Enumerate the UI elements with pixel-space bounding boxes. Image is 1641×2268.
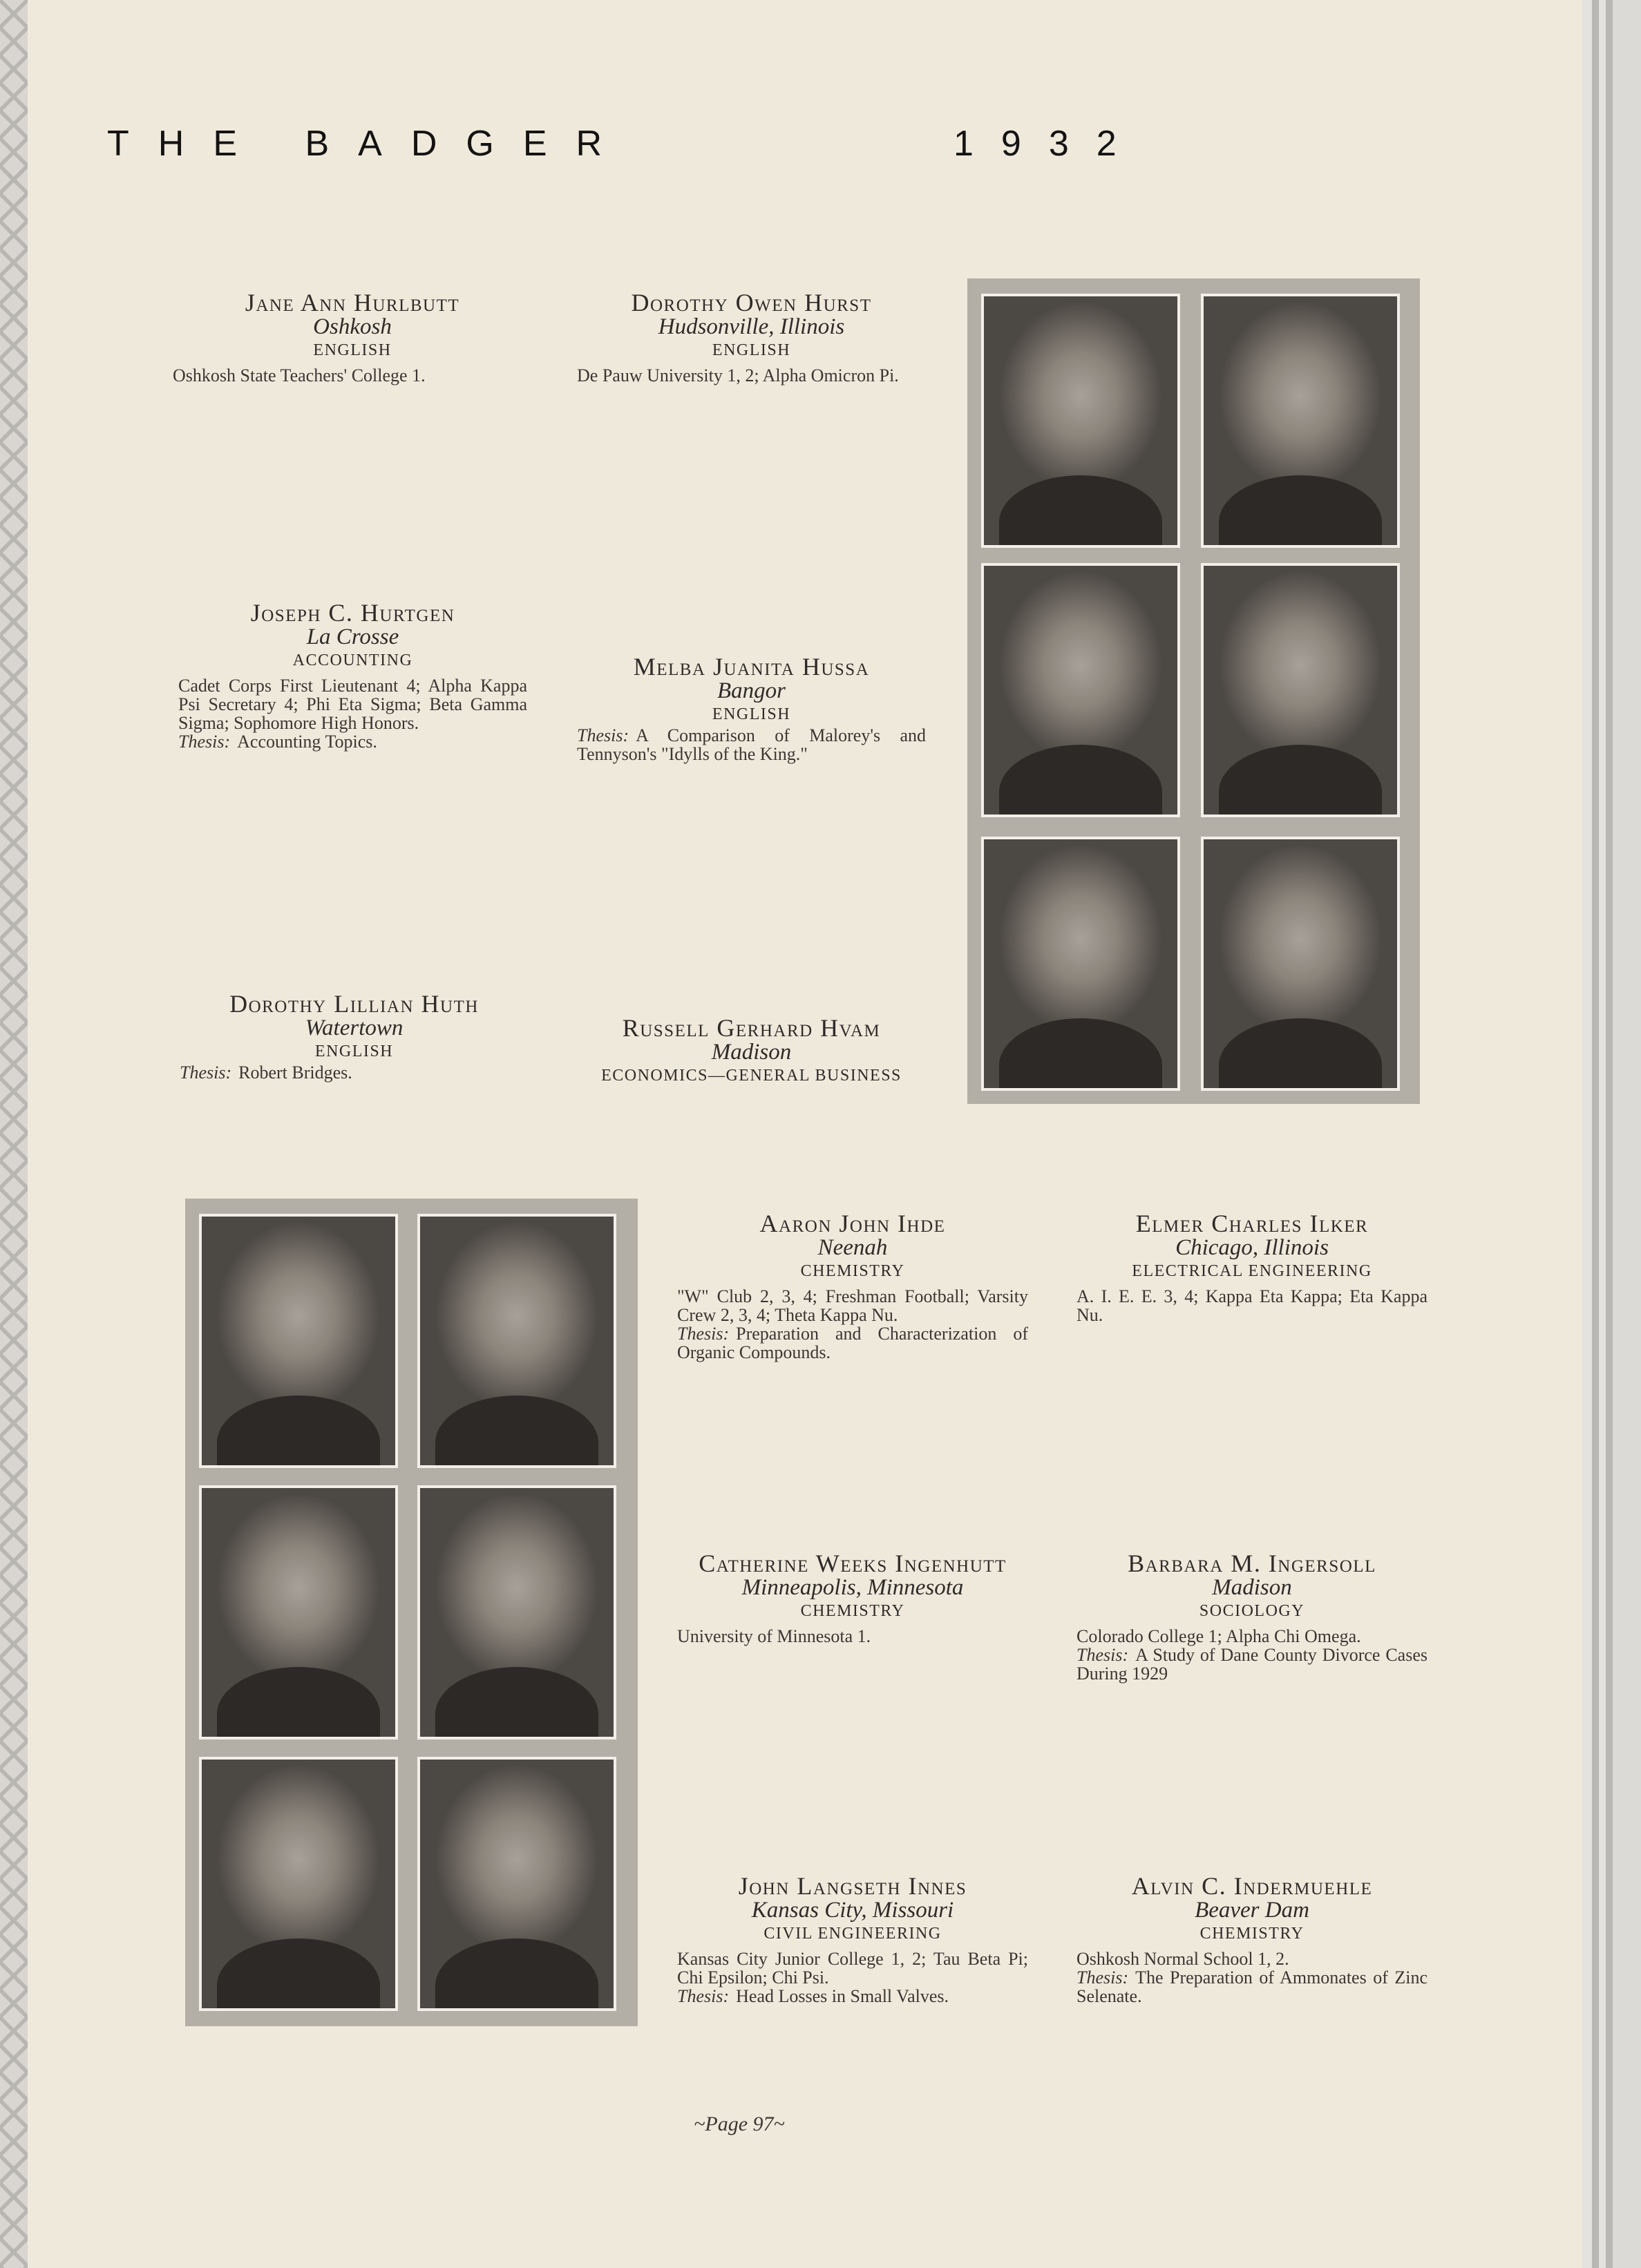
student-hometown: Kansas City, Missouri bbox=[751, 1898, 954, 1923]
student-entry bbox=[677, 1551, 1028, 1646]
student-entry bbox=[1076, 1211, 1427, 1324]
portrait-photo bbox=[1201, 294, 1400, 548]
student-major: CHEMISTRY bbox=[800, 1262, 905, 1280]
portrait-grid-upper bbox=[967, 278, 1420, 1104]
student-hometown: Madison bbox=[711, 1040, 792, 1065]
student-activities: De Pauw University 1, 2; Alpha Omicron Pi. bbox=[577, 365, 899, 385]
portrait-photo bbox=[417, 1757, 616, 2011]
portrait-grid-lower bbox=[185, 1199, 638, 2026]
thesis-label: Thesis: bbox=[1076, 1967, 1129, 1988]
student-activities: "W" Club 2, 3, 4; Freshman Football; Varsity Crew 2, 3, 4; Theta Kappa Nu. bbox=[677, 1286, 1028, 1325]
student-name: John Langseth Innes bbox=[738, 1872, 967, 1900]
student-entry bbox=[1076, 1874, 1427, 2005]
student-thesis bbox=[180, 1063, 529, 1082]
student-thesis bbox=[1076, 1968, 1427, 2005]
student-entry bbox=[577, 1016, 926, 1087]
student-name: Dorothy Lillian Huth bbox=[229, 990, 479, 1018]
student-entry bbox=[178, 600, 527, 751]
student-entry bbox=[677, 1874, 1028, 2005]
student-major: CIVIL ENGINEERING bbox=[763, 1925, 942, 1943]
student-major: ENGLISH bbox=[314, 1042, 394, 1060]
student-thesis bbox=[178, 732, 527, 751]
page-number: ~Page 97~ bbox=[694, 2113, 785, 2135]
student-hometown: Neenah bbox=[817, 1235, 888, 1260]
student-entry bbox=[173, 290, 532, 385]
student-name: Catherine Weeks Ingenhutt bbox=[699, 1550, 1007, 1577]
student-activities: Colorado College 1; Alpha Chi Omega. bbox=[1076, 1626, 1361, 1646]
student-entry bbox=[577, 654, 926, 763]
student-hometown: Hudsonville, Illinois bbox=[658, 314, 845, 339]
thesis-label: Thesis: bbox=[178, 732, 231, 752]
student-name: Jane Ann Hurlbutt bbox=[245, 289, 460, 316]
page-header-title: THE BADGER bbox=[107, 124, 632, 164]
student-major: CHEMISTRY bbox=[1199, 1925, 1305, 1943]
student-major: ENGLISH bbox=[313, 341, 392, 359]
portrait-photo bbox=[199, 1214, 398, 1468]
student-activities: Oshkosh Normal School 1, 2. bbox=[1076, 1949, 1289, 1969]
portrait-photo bbox=[199, 1485, 398, 1740]
student-name: Elmer Charles Ilker bbox=[1135, 1210, 1369, 1237]
student-name: Barbara M. Ingersoll bbox=[1128, 1550, 1376, 1577]
student-major: ACCOUNTING bbox=[292, 651, 413, 669]
student-major: ELECTRICAL ENGINEERING bbox=[1132, 1262, 1372, 1280]
student-thesis bbox=[1076, 1646, 1427, 1683]
thesis-label: Thesis: bbox=[180, 1062, 232, 1083]
student-hometown: Oshkosh bbox=[313, 314, 392, 339]
portrait-photo bbox=[981, 563, 1180, 817]
student-name: Russell Gerhard Hvam bbox=[622, 1014, 881, 1042]
student-name: Melba Juanita Hussa bbox=[633, 653, 870, 680]
student-entry bbox=[677, 1211, 1028, 1362]
thesis-title: Preparation and Characterization of Organic Compounds. bbox=[677, 1324, 1028, 1362]
student-major: ECONOMICS—GENERAL BUSINESS bbox=[601, 1067, 902, 1085]
student-thesis bbox=[677, 1987, 1028, 2005]
student-activities: A. I. E. E. 3, 4; Kappa Eta Kappa; Eta Kappa Nu. bbox=[1076, 1286, 1427, 1325]
thesis-title: The Preparation of Ammonates of Zinc Selenate. bbox=[1076, 1967, 1427, 2006]
student-name: Aaron John Ihde bbox=[759, 1210, 946, 1237]
student-name: Joseph C. Hurtgen bbox=[250, 599, 455, 627]
student-hometown: La Crosse bbox=[306, 625, 399, 649]
student-hometown: Bangor bbox=[717, 678, 786, 703]
student-hometown: Madison bbox=[1212, 1575, 1292, 1600]
thesis-title: Robert Bridges. bbox=[238, 1062, 352, 1083]
thesis-label: Thesis: bbox=[677, 1324, 730, 1344]
student-activities: University of Minnesota 1. bbox=[677, 1626, 871, 1646]
portrait-photo bbox=[981, 837, 1180, 1091]
student-hometown: Beaver Dam bbox=[1195, 1898, 1309, 1923]
student-hometown: Chicago, Illinois bbox=[1175, 1235, 1329, 1260]
thesis-label: Thesis: bbox=[677, 1986, 730, 2006]
student-thesis bbox=[577, 726, 926, 763]
thesis-title: Accounting Topics. bbox=[237, 732, 377, 752]
student-entry bbox=[577, 290, 926, 385]
page-header-year: 1932 bbox=[954, 124, 1144, 164]
student-name: Dorothy Owen Hurst bbox=[631, 289, 872, 316]
student-major: SOCIOLOGY bbox=[1199, 1602, 1305, 1620]
student-thesis bbox=[677, 1324, 1028, 1362]
thesis-title: A Comparison of Malorey's and Tennyson's "Idylls of the King." bbox=[577, 725, 926, 764]
portrait-photo bbox=[981, 294, 1180, 548]
student-major: ENGLISH bbox=[712, 705, 791, 723]
student-major: CHEMISTRY bbox=[800, 1602, 905, 1620]
portrait-photo bbox=[417, 1214, 616, 1468]
portrait-photo bbox=[417, 1485, 616, 1740]
student-major: ENGLISH bbox=[712, 341, 791, 359]
decorative-right-border bbox=[1582, 0, 1641, 2268]
portrait-photo bbox=[199, 1757, 398, 2011]
thesis-title: A Study of Dane County Divorce Cases During 1929 bbox=[1076, 1645, 1427, 1684]
student-entry bbox=[1076, 1551, 1427, 1683]
student-hometown: Watertown bbox=[305, 1016, 404, 1040]
student-entry bbox=[180, 991, 529, 1082]
student-name: Alvin C. Indermuehle bbox=[1131, 1872, 1373, 1900]
student-activities: Oshkosh State Teachers' College 1. bbox=[173, 365, 426, 385]
thesis-title: Head Losses in Small Valves. bbox=[736, 1986, 949, 2006]
student-activities: Cadet Corps First Lieutenant 4; Alpha Kappa Psi Secretary 4; Phi Eta Sigma; Beta Gamma Sigma; Sophomore High Honors. bbox=[178, 676, 527, 733]
student-activities: Kansas City Junior College 1, 2; Tau Beta Pi; Chi Epsilon; Chi Psi. bbox=[677, 1949, 1028, 1988]
thesis-label: Thesis: bbox=[577, 725, 629, 745]
portrait-photo bbox=[1201, 837, 1400, 1091]
student-hometown: Minneapolis, Minnesota bbox=[741, 1575, 964, 1600]
thesis-label: Thesis: bbox=[1076, 1645, 1129, 1665]
decorative-left-border bbox=[0, 0, 28, 2268]
portrait-photo bbox=[1201, 563, 1400, 817]
